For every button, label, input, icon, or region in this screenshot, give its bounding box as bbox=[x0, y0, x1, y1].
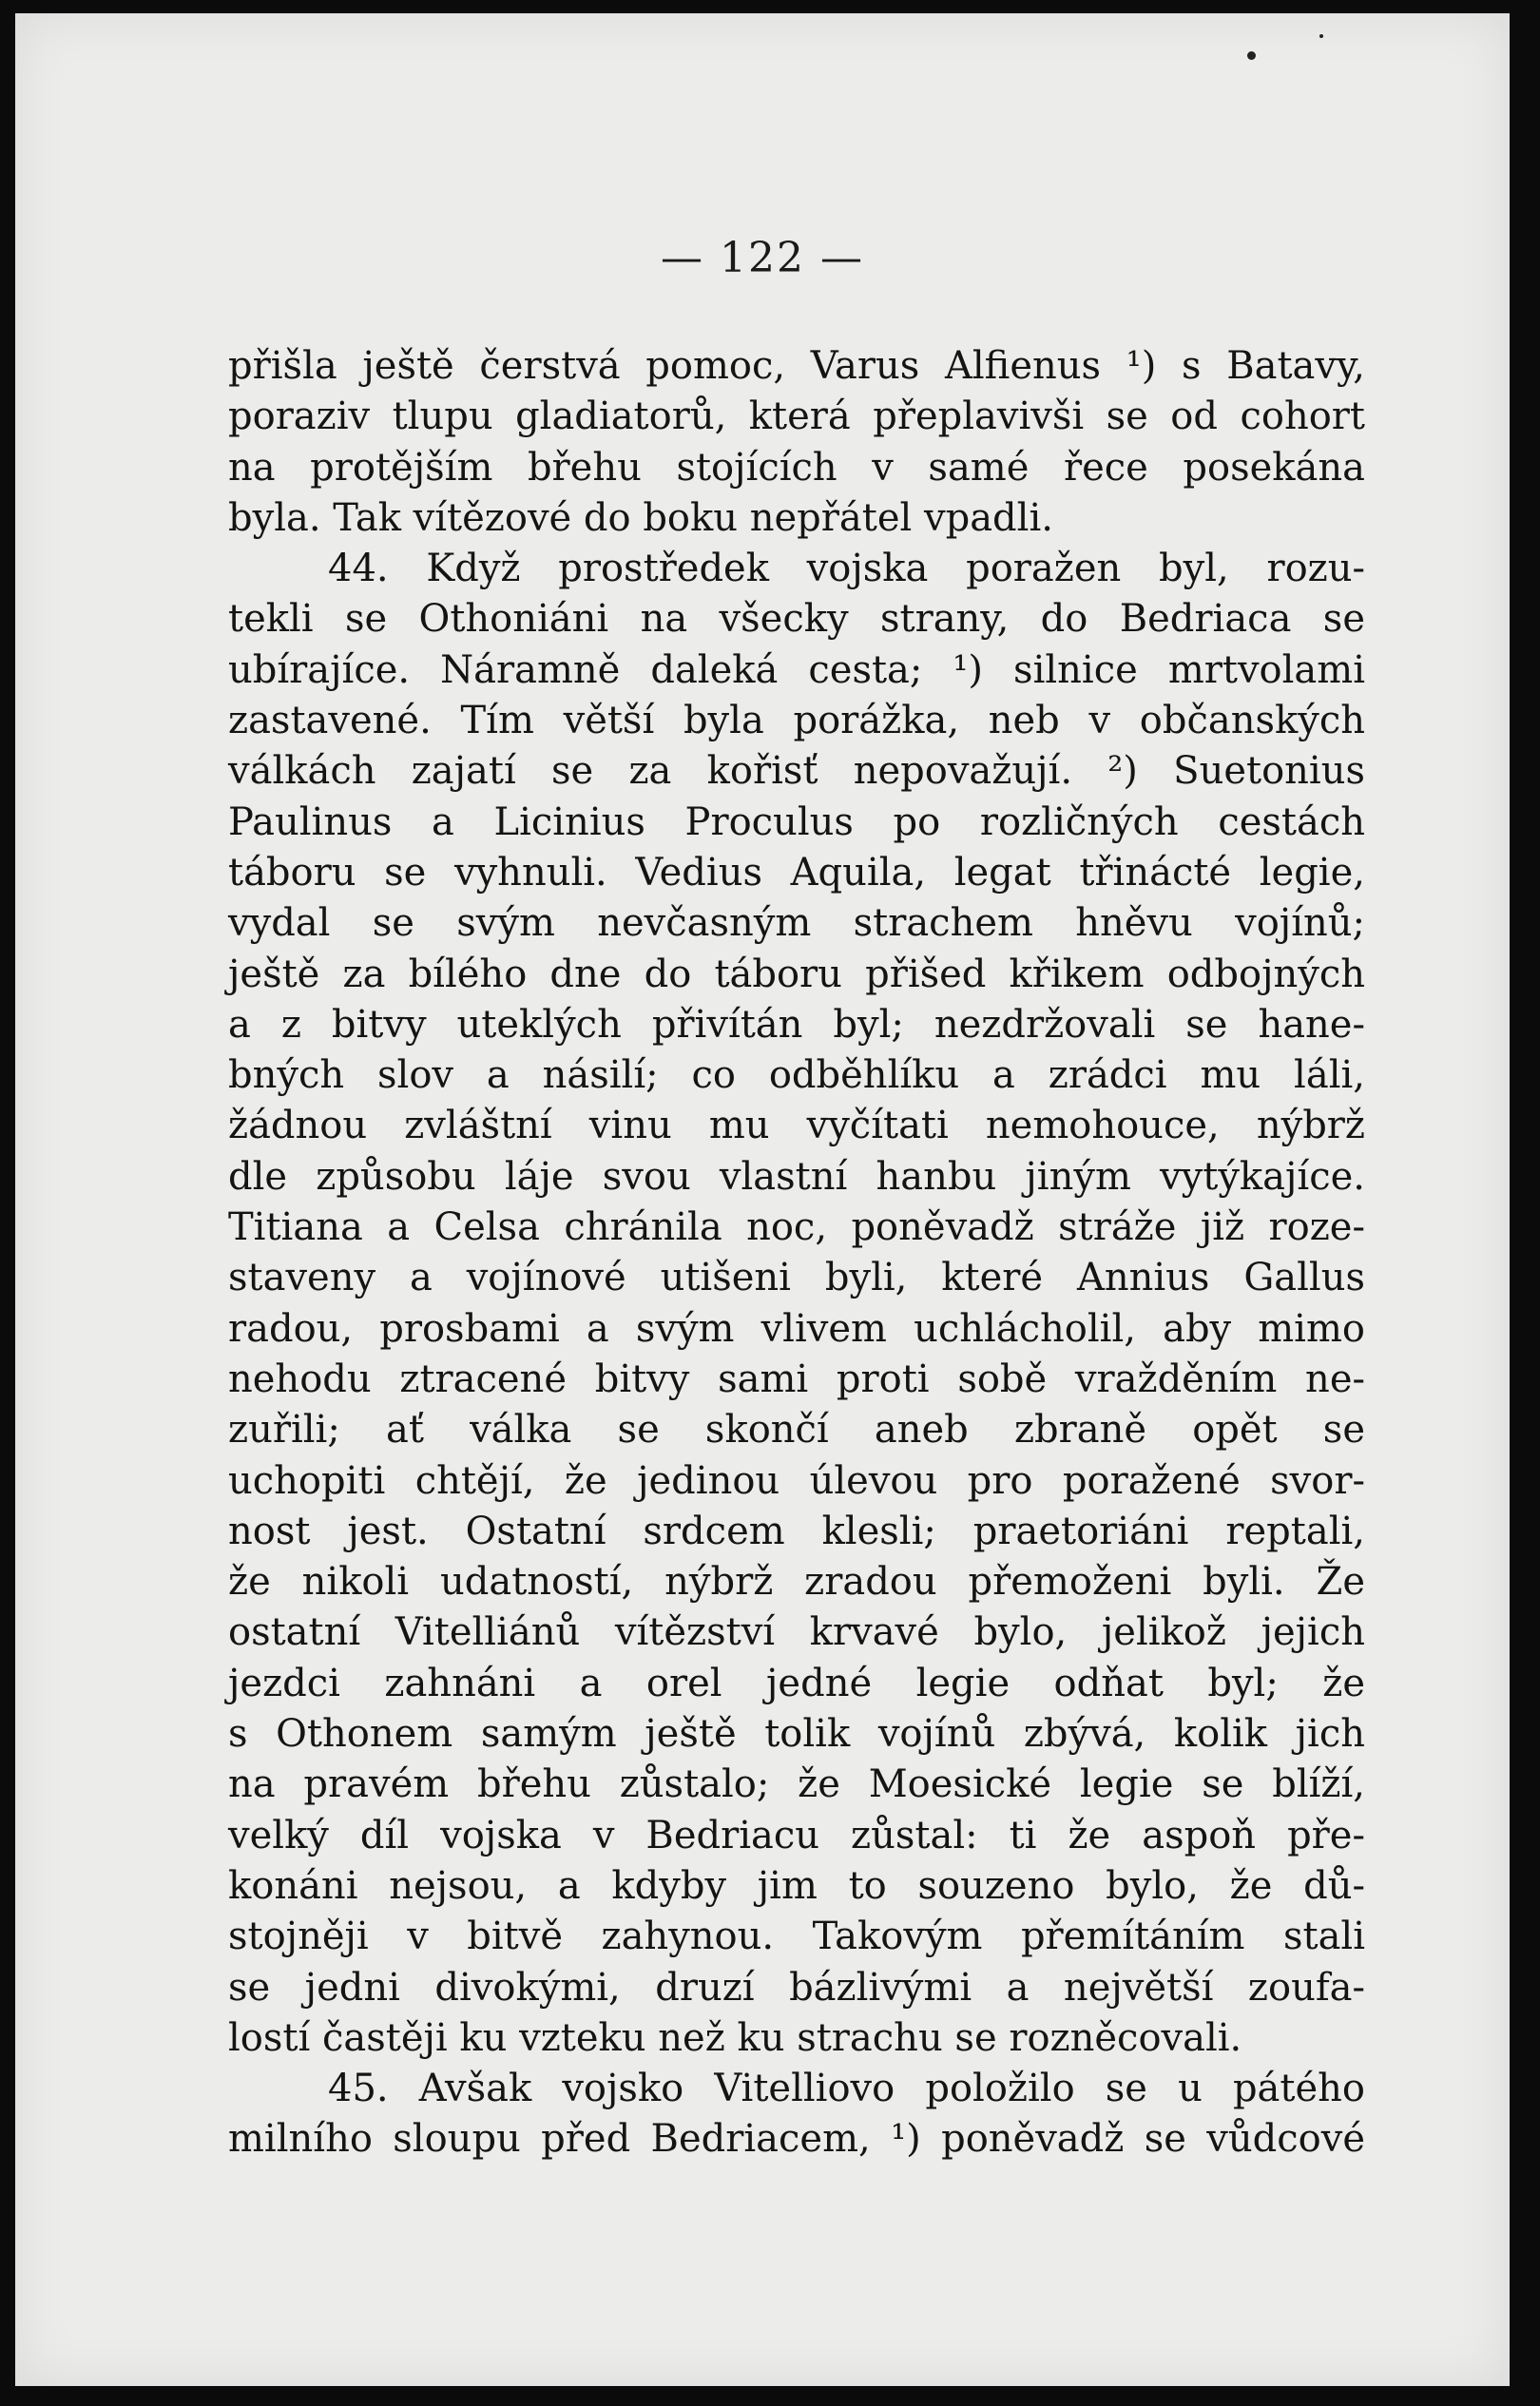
text-line: že nikoli udatností, nýbrž zradou přemoženi byli. Že bbox=[228, 1560, 1365, 1605]
body-text bbox=[228, 341, 1365, 2165]
text-line: tekli se Othoniáni na všecky strany, do Bedriaca se bbox=[228, 597, 1365, 642]
text-line: zastavené. Tím větší byla porážka, neb v občanských bbox=[228, 699, 1365, 743]
text-line: táboru se vyhnuli. Vedius Aquila, legat třinácté legie, bbox=[228, 850, 1365, 895]
text-line: na pravém břehu zůstalo; že Moesické legie se blíží, bbox=[228, 1762, 1365, 1807]
text-line: milního sloupu před Bedriacem, ¹) poněvadž se vůdcové bbox=[228, 2117, 1365, 2162]
text-line: 45. Avšak vojsko Vitelliovo položilo se u pátého bbox=[328, 2067, 1365, 2111]
text-line: byla. Tak vítězové do boku nepřátel vpadli. bbox=[228, 495, 1053, 540]
text-line: uchopiti chtějí, že jedinou úlevou pro poražené svor- bbox=[228, 1458, 1365, 1503]
text-line: ubírajíce. Náramně daleká cesta; ¹) silnice mrtvolami bbox=[228, 647, 1365, 692]
ink-speck bbox=[1247, 51, 1256, 60]
text-line: zuřili; ať válka se skončí aneb zbraně opět se bbox=[228, 1408, 1365, 1453]
page-number: — 122 — bbox=[661, 234, 864, 282]
text-line: na protějším břehu stojících v samé řece posekána bbox=[228, 445, 1365, 490]
text-line: poraziv tlupu gladiatorů, která přeplavivši se od cohort bbox=[228, 395, 1365, 439]
text-line: bných slov a násilí; co odběhlíku a zrádci mu láli, bbox=[228, 1053, 1365, 1098]
text-line: Titiana a Celsa chránila noc, poněvadž stráže již roze- bbox=[228, 1205, 1365, 1250]
text-line: ostatní Vitelliánů vítězství krvavé bylo, jelikož jejich bbox=[228, 1610, 1365, 1655]
text-line: radou, prosbami a svým vlivem uchlácholil, aby mimo bbox=[228, 1306, 1365, 1351]
text-line: lostí častěji ku vzteku než ku strachu se rozněcovali. bbox=[228, 2015, 1242, 2060]
text-line: nehodu ztracené bitvy sami proti sobě vražděním ne- bbox=[228, 1357, 1365, 1401]
text-line: Paulinus a Licinius Proculus po rozličných cestách bbox=[228, 799, 1365, 844]
text-line: s Othonem samým ještě tolik vojínů zbývá, kolik jich bbox=[228, 1712, 1365, 1757]
text-line: nost jest. Ostatní srdcem klesli; praetoriáni reptali, bbox=[228, 1509, 1365, 1553]
text-line: přišla ještě čerstvá pomoc, Varus Alfienus ¹) s Batavy, bbox=[228, 344, 1365, 388]
text-line: žádnou zvláštní vinu mu vyčítati nemohouce, nýbrž bbox=[228, 1104, 1365, 1148]
book-page bbox=[15, 13, 1510, 2386]
text-line: válkách zajatí se za kořisť nepovažují. ²) Suetonius bbox=[228, 749, 1365, 794]
text-line: staveny a vojínové utišeni byli, které Annius Gallus bbox=[228, 1256, 1365, 1300]
text-line: jezdci zahnáni a orel jedné legie odňat byl; že bbox=[228, 1661, 1365, 1705]
ink-speck bbox=[1319, 34, 1323, 38]
text-line: 44. Když prostředek vojska poražen byl, rozu- bbox=[328, 547, 1365, 591]
text-line: ještě za bílého dne do táboru přišed křikem odbojných bbox=[228, 952, 1365, 996]
text-line: se jedni divokými, druzí bázlivými a největší zoufa- bbox=[228, 1965, 1365, 2010]
text-line: velký díl vojska v Bedriacu zůstal: ti že aspoň pře- bbox=[228, 1813, 1365, 1857]
text-line: konáni nejsou, a kdyby jim to souzeno bylo, že dů- bbox=[228, 1863, 1365, 1908]
text-line: a z bitvy uteklých přivítán byl; nezdržovali se hane- bbox=[228, 1002, 1365, 1047]
text-line: dle způsobu láje svou vlastní hanbu jiným vytýkajíce. bbox=[228, 1154, 1365, 1199]
text-line: stojněji v bitvě zahynou. Takovým přemítáním stali bbox=[228, 1915, 1365, 1959]
text-line: vydal se svým nevčasným strachem hněvu vojínů; bbox=[228, 901, 1365, 946]
